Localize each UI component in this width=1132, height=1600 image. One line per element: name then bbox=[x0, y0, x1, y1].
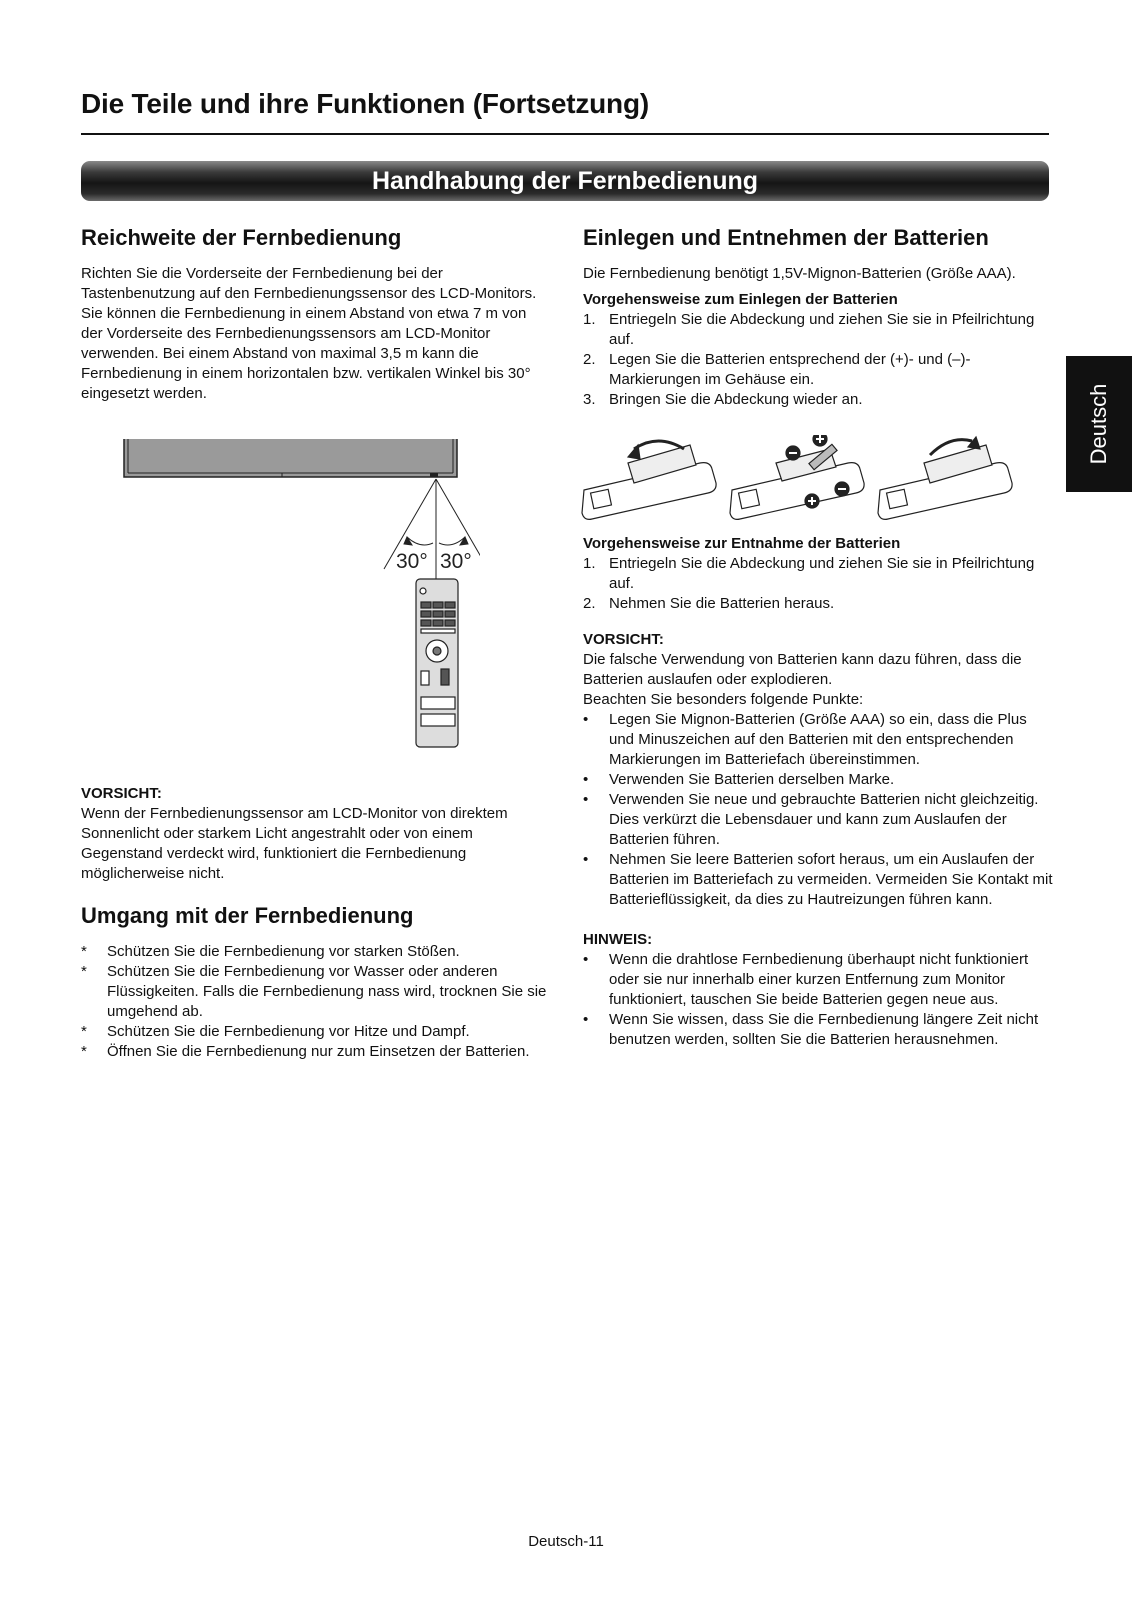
handling-heading: Umgang mit der Fernbedienung bbox=[81, 903, 414, 928]
left-caution-label: VORSICHT: bbox=[81, 785, 162, 802]
remove-step: 1. Entriegeln Sie die Abdeckung und ziehen Sie sie in Pfeilrichtung auf. bbox=[583, 555, 1035, 592]
remote-close-cover bbox=[878, 437, 1012, 519]
range-paragraph-1: Richten Sie die Vorderseite der Fernbedienung bei der Tastenbenutzung auf den Fernbedienungssensor des LCD-Monitors. bbox=[81, 265, 537, 302]
range-illustration bbox=[120, 439, 480, 769]
caution-item: • Legen Sie Mignon-Batterien (Größe AAA) so ein, dass die Plus und Minuszeichen auf den Batterien mit den entsprechenden Markierungen im Batteriefach übereinstimmen. bbox=[583, 711, 1027, 768]
battery-illustration bbox=[580, 435, 1025, 527]
page-title: Die Teile und ihre Funktionen (Fortsetzung) bbox=[81, 88, 649, 119]
insert-step: 3. Bringen Sie die Abdeckung wieder an. bbox=[583, 391, 863, 408]
right-column bbox=[583, 224, 1053, 1050]
insert-step: 1. Entriegeln Sie die Abdeckung und ziehen Sie sie in Pfeilrichtung auf. bbox=[583, 311, 1035, 348]
angle-label-right: 30° bbox=[440, 550, 472, 573]
angle-label-left: 30° bbox=[396, 550, 428, 573]
handling-item: * Schützen Sie die Fernbedienung vor starken Stößen. bbox=[81, 943, 460, 960]
insert-steps bbox=[583, 310, 1053, 410]
caution-item: • Nehmen Sie leere Batterien sofort heraus, um ein Auslaufen der Batterien im Batteriefach zu vermeiden. Vermeiden Sie Kontakt mit Batterieflüssigkeit, da dies zu Hautreizungen führen kann. bbox=[583, 851, 1053, 908]
right-caution-text-1: Die falsche Verwendung von Batterien kann dazu führen, dass die Batterien auslaufen oder explodieren. bbox=[583, 651, 1022, 688]
section-banner: Handhabung der Fernbedienung bbox=[81, 161, 1049, 201]
handling-item: * Öffnen Sie die Fernbedienung nur zum Einsetzen der Batterien. bbox=[81, 1043, 530, 1060]
right-caution-text-2: Beachten Sie besonders folgende Punkte: bbox=[583, 691, 864, 708]
language-tab-label: Deutsch bbox=[1086, 383, 1111, 465]
insert-step: 2. Legen Sie die Batterien entsprechend der (+)- und (–)-Markierungen im Gehäuse ein. bbox=[583, 351, 971, 388]
monitor-bottom-edge bbox=[124, 439, 457, 477]
remote-insert-batteries bbox=[730, 435, 864, 519]
remove-step: 2. Nehmen Sie die Batterien heraus. bbox=[583, 595, 835, 612]
note-list bbox=[583, 950, 1053, 1050]
language-tab bbox=[1066, 356, 1132, 492]
handling-item: * Schützen Sie die Fernbedienung vor Hitze und Dampf. bbox=[81, 1023, 470, 1040]
batteries-intro: Die Fernbedienung benötigt 1,5V-Mignon-Batterien (Größe AAA). bbox=[583, 265, 1016, 282]
remove-steps bbox=[583, 554, 1053, 614]
insert-title: Vorgehensweise zum Einlegen der Batterien bbox=[583, 291, 898, 308]
range-heading: Reichweite der Fernbedienung bbox=[81, 225, 402, 250]
right-caution-label: VORSICHT: bbox=[583, 631, 664, 648]
note-item: • Wenn die drahtlose Fernbedienung überhaupt nicht funktioniert oder sie nur innerhalb einer kurzen Entfernung zum Monitor funktioniert, tauschen Sie beide Batterien gegen neue aus. bbox=[583, 951, 1029, 1008]
range-paragraph-2: Sie können die Fernbedienung in einem Abstand von etwa 7 m von der Vorderseite des Fernbedienungssensors am LCD-Monitor verwenden. Bei einem Abstand von maximal 3,5 m kann die Fernbedienung in einem horizontalen bzw. vertikalen Winkel bis 30° eingesetzt werden. bbox=[81, 305, 531, 402]
title-rule bbox=[81, 133, 1049, 135]
page-number: Deutsch-11 bbox=[528, 1533, 604, 1550]
remove-title: Vorgehensweise zur Entnahme der Batterien bbox=[583, 535, 901, 552]
batteries-heading: Einlegen und Entnehmen der Batterien bbox=[583, 225, 989, 250]
handling-item: * Schützen Sie die Fernbedienung vor Wasser oder anderen Flüssigkeiten. Falls die Fernbedienung nass wird, trocknen Sie sie umgehend ab. bbox=[81, 963, 547, 1020]
remote-control bbox=[416, 579, 458, 747]
left-caution-text: Wenn der Fernbedienungssensor am LCD-Monitor von direktem Sonnenlicht oder starkem Licht angestrahlt oder von einem Gegenstand verdeckt wird, funktioniert die Fernbedienung möglicherweise nicht. bbox=[81, 805, 508, 882]
caution-item: • Verwenden Sie Batterien derselben Marke. bbox=[583, 771, 895, 788]
handling-list bbox=[81, 942, 551, 1062]
note-label: HINWEIS: bbox=[583, 931, 653, 948]
note-item: • Wenn Sie wissen, dass Sie die Fernbedienung längere Zeit nicht benutzen werden, sollten Sie die Batterien herausnehmen. bbox=[583, 1011, 1039, 1048]
caution-item: • Verwenden Sie neue und gebrauchte Batterien nicht gleichzeitig. Dies verkürzt die Lebensdauer und kann zum Auslaufen der Batterien führen. bbox=[583, 791, 1039, 848]
remote-open-cover bbox=[582, 441, 716, 519]
caution-list bbox=[583, 710, 1053, 910]
